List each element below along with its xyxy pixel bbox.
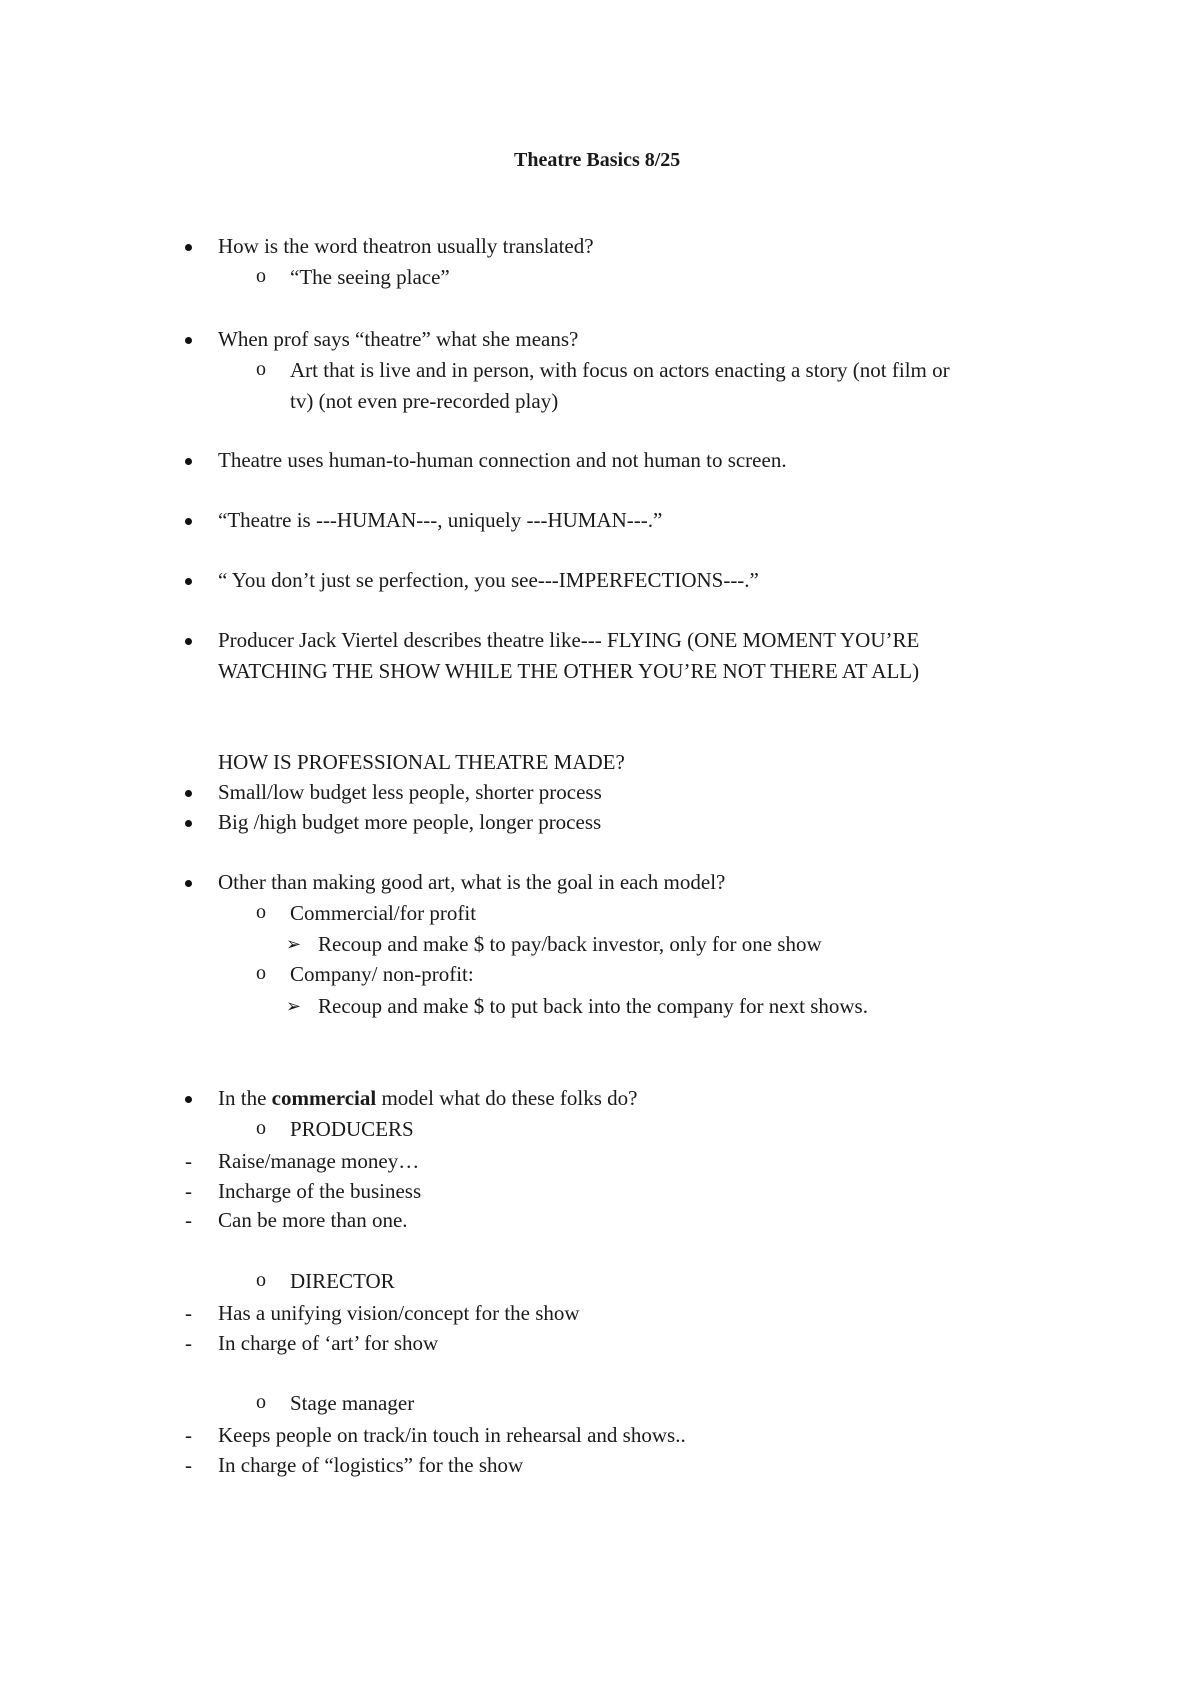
producers-item: Can be more than one. (218, 1208, 408, 1232)
dash-icon: - (185, 1331, 192, 1355)
director-item: In charge of ‘art’ for show (218, 1331, 439, 1355)
producers-item: Incharge of the business (218, 1179, 422, 1203)
bullet-icon (185, 1096, 192, 1103)
question-theatron: How is the word theatron usually translated? (218, 234, 594, 258)
bullet-icon (185, 458, 192, 465)
arrow-bullet-icon: ➢ (286, 934, 302, 954)
dash-icon: - (185, 1179, 192, 1203)
note-small-budget: Small/low budget less people, shorter process (218, 780, 602, 804)
bullet-icon (185, 638, 192, 645)
dash-icon: - (185, 1208, 192, 1232)
bullet-icon (185, 578, 192, 585)
stage-manager-item: Keeps people on track/in touch in rehearsal and shows.. (218, 1423, 686, 1447)
sub-bullet-icon: o (256, 1117, 266, 1139)
sub-bullet-icon: o (256, 901, 266, 923)
goal-commercial-detail: Recoup and make $ to pay/back investor, only for one show (318, 932, 822, 956)
stage-manager-item: In charge of “logistics” for the show (218, 1453, 524, 1477)
goal-company-detail: Recoup and make $ to put back into the company for next shows. (318, 994, 868, 1018)
note-viertel-line1: Producer Jack Viertel describes theatre like--- FLYING (ONE MOMENT YOU’RE (218, 628, 920, 652)
quote-imperfections: “ You don’t just se perfection, you see---IMPERFECTIONS---.” (218, 568, 759, 592)
note-human-connection: Theatre uses human-to-human connection and not human to screen. (218, 448, 787, 472)
role-stage-manager: Stage manager (290, 1391, 415, 1415)
sub-bullet-icon: o (256, 1269, 266, 1291)
sub-bullet-icon: o (256, 358, 266, 380)
question-goal: Other than making good art, what is the goal in each model? (218, 870, 726, 894)
answer-theatre-meaning-line2: tv) (not even pre-recorded play) (290, 389, 559, 413)
note-big-budget: Big /high budget more people, longer process (218, 810, 602, 834)
bullet-icon (185, 880, 192, 887)
sub-bullet-icon: o (256, 265, 266, 287)
director-item: Has a unifying vision/concept for the show (218, 1301, 580, 1325)
answer-theatre-meaning-line1: Art that is live and in person, with focus on actors enacting a story (not film or (290, 358, 950, 382)
bullet-icon (185, 244, 192, 251)
dash-icon: - (185, 1423, 192, 1447)
bullet-icon (185, 337, 192, 344)
bullet-icon (185, 790, 192, 797)
question-commercial-model: In the commercial model what do these folks do? (218, 1086, 638, 1110)
page-title: Theatre Basics 8/25 (514, 149, 681, 171)
quote-human: “Theatre is ---HUMAN---, uniquely ---HUMAN---.” (218, 508, 663, 532)
question-theatre-meaning: When prof says “theatre” what she means? (218, 327, 579, 351)
note-viertel-line2: WATCHING THE SHOW WHILE THE OTHER YOU’RE NOT THERE AT ALL) (218, 659, 920, 683)
producers-item: Raise/manage money… (218, 1149, 420, 1173)
sub-bullet-icon: o (256, 962, 266, 984)
dash-icon: - (185, 1149, 192, 1173)
bullet-icon (185, 518, 192, 525)
goal-commercial-label: Commercial/for profit (290, 901, 477, 925)
dash-icon: - (185, 1453, 192, 1477)
arrow-bullet-icon: ➢ (286, 996, 302, 1016)
dash-icon: - (185, 1301, 192, 1325)
bullet-icon (185, 820, 192, 827)
role-director: DIRECTOR (290, 1269, 395, 1293)
sub-bullet-icon: o (256, 1391, 266, 1413)
goal-company-label: Company/ non-profit: (290, 962, 474, 986)
answer-theatron: “The seeing place” (290, 265, 450, 289)
role-producers: PRODUCERS (290, 1117, 414, 1141)
section-heading-professional: HOW IS PROFESSIONAL THEATRE MADE? (218, 750, 625, 774)
